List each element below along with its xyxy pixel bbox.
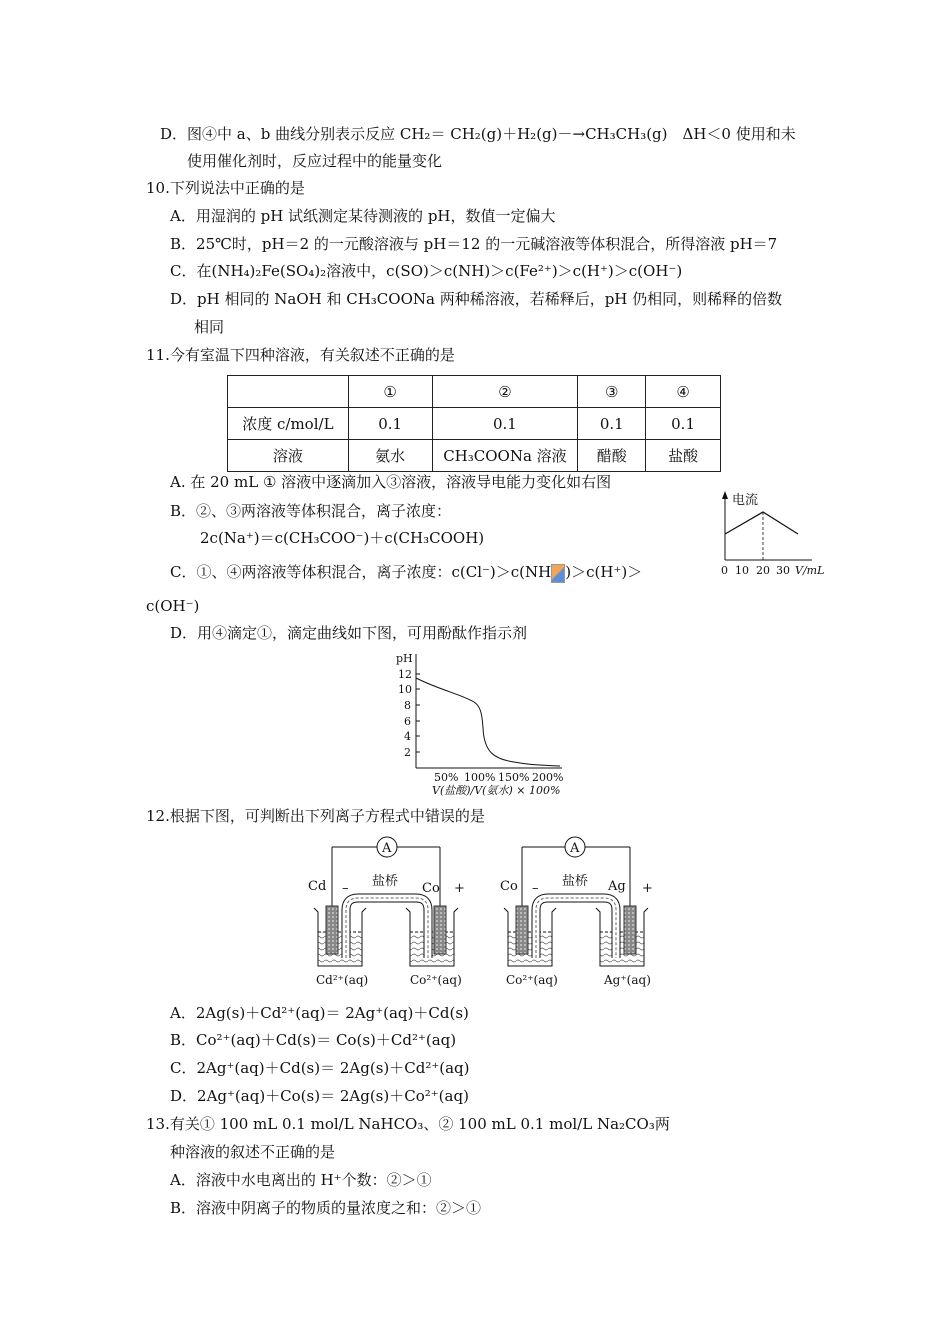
tick-label: 10	[735, 564, 749, 577]
solution-label: Co²⁺(aq)	[410, 973, 462, 987]
conductivity-graph	[712, 488, 832, 578]
table-cell: ②	[432, 376, 578, 408]
solution-label: Ag⁺(aq)	[604, 973, 651, 987]
q10-option-d-line2: 相同	[194, 318, 225, 336]
polarity-label: –	[342, 881, 349, 896]
q10-option-c: C．在(NH₄)₂Fe(SO₄)₂溶液中，c(SO)＞c(NH)＞c(Fe²⁺)＞c(H⁺)＞c(OH⁻)	[170, 262, 683, 280]
q11-option-b-line2: 2c(Na⁺)＝c(CH₃COO⁻)＋c(CH₃COOH)	[200, 529, 485, 547]
electrode-label: Co	[500, 879, 518, 894]
solution	[318, 932, 362, 966]
tick-label: 6	[404, 715, 411, 728]
table-cell: 0.1	[348, 408, 432, 440]
table-cell: 0.1	[646, 408, 721, 440]
table-cell	[228, 376, 349, 408]
q12-stem: 12.根据下图，可判断出下列离子方程式中错误的是	[146, 807, 485, 825]
electrode-label: Cd	[308, 879, 327, 894]
y-axis-label: 电流	[732, 493, 759, 508]
q11-option-c-line2: c(OH⁻)	[146, 597, 200, 615]
y-axis-label: pH	[396, 652, 413, 665]
table-row	[228, 408, 721, 440]
q13-stem-line1: 13.有关① 100 mL 0.1 mol/L NaHCO₃、② 100 mL 0.1 mol/L Na₂CO₃两	[146, 1115, 670, 1133]
x-axis-label: V/mL	[795, 564, 825, 577]
q11-option-c-line1	[170, 562, 642, 583]
ammeter-label: A	[570, 841, 580, 856]
image-placeholder-icon	[551, 564, 565, 583]
tick-label: 12	[398, 668, 412, 681]
table-row	[228, 440, 721, 472]
q12-option-c: C．2Ag⁺(aq)＋Cd(s)＝ 2Ag(s)＋Cd²⁺(aq)	[170, 1059, 470, 1077]
polarity-label: +	[642, 881, 653, 896]
tick-label: 8	[404, 699, 411, 712]
y-axis-arrow-icon	[722, 491, 728, 499]
tick-label: 30	[776, 564, 790, 577]
q10-option-d-line1: D．pH 相同的 NaOH 和 CH₃COONa 两种稀溶液，若稀释后，pH 仍相同，则稀释的倍数	[170, 290, 783, 308]
table-cell: ④	[646, 376, 721, 408]
tick-label: 4	[404, 730, 411, 743]
titration-curve	[416, 678, 560, 766]
titration-graph	[390, 648, 580, 798]
table-cell: 0.1	[578, 408, 646, 440]
q11-option-a: A. 在 20 mL ① 溶液中逐滴加入③溶液，溶液导电能力变化如右图	[170, 473, 612, 491]
table-cell: 浓度 c/mol/L	[228, 408, 349, 440]
tick-label: 200%	[532, 771, 564, 784]
table-cell: 0.1	[432, 408, 578, 440]
table-cell: CH₃COONa 溶液	[432, 440, 578, 472]
solution-label: Cd²⁺(aq)	[316, 973, 369, 987]
co-electrode	[516, 906, 528, 954]
table-cell: ③	[578, 376, 646, 408]
q9-option-d-line2: 使用催化剂时，反应过程中的能量变化	[187, 152, 443, 170]
table-cell: ①	[348, 376, 432, 408]
q10-stem: 10.下列说法中正确的是	[146, 179, 305, 197]
solution-label: Co²⁺(aq)	[506, 973, 558, 987]
q9-option-d-line1: D．图④中 a、b 曲线分别表示反应 CH₂＝ CH₂(g)＋H₂(g)－→CH₃CH₃(g) ΔH＜0 使用和未	[160, 125, 796, 143]
electrode-label: Ag	[608, 879, 626, 894]
solution	[600, 932, 644, 966]
q11-option-d: D．用④滴定①，滴定曲线如下图，可用酚酞作指示剂	[170, 624, 528, 642]
q10-option-b: B．25℃时，pH＝2 的一元酸溶液与 pH＝12 的一元碱溶液等体积混合，所得溶液 pH＝7	[170, 235, 778, 253]
q12-option-d: D．2Ag⁺(aq)＋Co(s)＝ 2Ag(s)＋Co²⁺(aq)	[170, 1087, 469, 1105]
q13-option-b: B．溶液中阴离子的物质的量浓度之和：②＞①	[170, 1199, 482, 1217]
q12-option-b: B．Co²⁺(aq)＋Cd(s)＝ Co(s)＋Cd²⁺(aq)	[170, 1031, 457, 1049]
tick-label: 10	[398, 683, 412, 696]
tick-label: 50%	[434, 771, 459, 784]
cd-electrode	[326, 906, 338, 954]
salt-bridge-label: 盐桥	[372, 874, 399, 889]
q13-option-a: A．溶液中水电离出的 H⁺个数：②＞①	[170, 1171, 432, 1189]
electrode-label: Co	[422, 881, 440, 896]
solution-table	[227, 375, 721, 472]
tick-label: 150%	[498, 771, 530, 784]
cell-1	[308, 837, 465, 987]
q11-option-b-line1: B．②、③两溶液等体积混合，离子浓度：	[170, 502, 452, 520]
solution	[508, 932, 552, 966]
q12-option-a: A．2Ag(s)＋Cd²⁺(aq)＝ 2Ag⁺(aq)＋Cd(s)	[170, 1004, 469, 1022]
table-cell: 溶液	[228, 440, 349, 472]
tick-label: 20	[756, 564, 770, 577]
tick-label: 100%	[464, 771, 496, 784]
polarity-label: –	[532, 881, 539, 896]
q11-option-c-text-tail: )＞c(H⁺)＞	[565, 563, 643, 581]
ag-electrode	[624, 906, 636, 954]
salt-bridge-label: 盐桥	[562, 874, 589, 889]
table-cell: 氨水	[348, 440, 432, 472]
table-row	[228, 376, 721, 408]
conductivity-curve	[725, 512, 798, 534]
q11-option-c-text: C．①、④两溶液等体积混合，离子浓度：c(Cl⁻)＞c(NH	[170, 563, 552, 581]
q10-option-a: A．用湿润的 pH 试纸测定某待测液的 pH，数值一定偏大	[170, 207, 556, 225]
table-cell: 盐酸	[646, 440, 721, 472]
q13-stem-line2: 种溶液的叙述不正确的是	[170, 1143, 336, 1161]
q11-stem: 11.今有室温下四种溶液，有关叙述不正确的是	[146, 346, 455, 364]
ammeter-label: A	[382, 841, 392, 856]
table-cell: 醋酸	[578, 440, 646, 472]
x-axis-label: V(盐酸)/V(氨水) × 100%	[432, 784, 561, 797]
tick-label: 0	[721, 564, 728, 577]
tick-label: 2	[404, 746, 411, 759]
galvanic-cells-figure	[300, 832, 670, 992]
polarity-label: +	[454, 881, 465, 896]
cell-2	[500, 837, 653, 987]
co-electrode	[434, 906, 446, 954]
